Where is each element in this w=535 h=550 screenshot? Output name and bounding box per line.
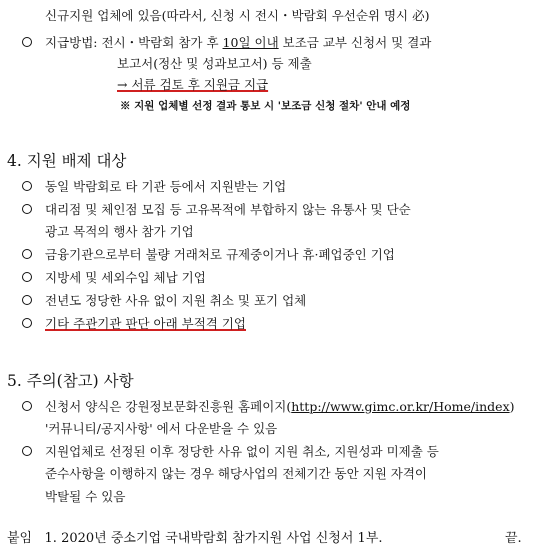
- notice-form-text: 신청서 양식은 강원정보문화진흥원 홈페이지(: [45, 399, 292, 414]
- payment-pre: 전시・박람회 참가 후: [101, 35, 219, 50]
- notice-item: 지원업체로 선정된 이후 정당한 사유 없이 지원 취소, 지원성과 미제출 등: [45, 444, 439, 459]
- circle-bullet-icon: [22, 204, 32, 214]
- circle-bullet-icon: [22, 318, 32, 328]
- payment-note: ※ 지원 업체별 선정 결과 통보 시 '보조금 신청 절차' 안내 예정: [120, 100, 411, 112]
- text-line: 신규지원 업체에 있음(따라서, 신청 시 전시・박람회 우선순위 명시 必): [45, 8, 430, 23]
- exclusion-item: 전년도 정당한 사유 없이 지원 취소 및 포기 업체: [45, 293, 307, 308]
- attachment-text: 1. 2020년 중소기업 국내박람회 참가지원 사업 신청서 1부.: [44, 531, 383, 546]
- section-4-heading: 4. 지원 배제 대상: [7, 152, 127, 170]
- attachment-line: [7, 527, 383, 546]
- payment-flow: → 서류 검토 후 지원금 지급: [117, 77, 269, 92]
- exclusion-item: 금융기관으로부터 불량 거래처로 규제중이거나 휴·폐업중인 기업: [45, 247, 395, 262]
- notice-item-continued: 준수사항을 이행하지 않는 경우 해당사업의 전체기간 동안 지원 자격이: [45, 466, 427, 481]
- exclusion-item: 기타 주관기관 판단 아래 부적격 기업: [45, 316, 246, 331]
- homepage-link[interactable]: http://www.gimc.or.kr/Home/index: [291, 399, 510, 414]
- exclusion-item-continued: 광고 목적의 행사 참가 기업: [45, 224, 194, 239]
- exclusion-item: 지방세 및 세외수입 체납 기업: [45, 270, 206, 285]
- circle-bullet-icon: [22, 37, 32, 47]
- notice-item-continued: 박탈될 수 있음: [45, 489, 126, 504]
- circle-bullet-icon: [22, 295, 32, 305]
- payment-line: [45, 33, 431, 51]
- exclusion-item: 동일 박람회로 타 기관 등에서 지원받는 기업: [45, 179, 287, 194]
- circle-bullet-icon: [22, 181, 32, 191]
- notice-item-continued: '커뮤니티/공지사항' 에서 다운받을 수 있음: [45, 421, 278, 436]
- attachment-label: 붙임: [7, 531, 33, 546]
- payment-post: 보조금 교부 신청서 및 결과: [282, 35, 432, 50]
- circle-bullet-icon: [22, 249, 32, 259]
- circle-bullet-icon: [22, 401, 32, 411]
- notice-item: [45, 397, 515, 415]
- section-5-heading: 5. 주의(참고) 사항: [7, 372, 134, 390]
- circle-bullet-icon: [22, 272, 32, 282]
- payment-deadline: 10일 이내: [222, 35, 279, 50]
- circle-bullet-icon: [22, 446, 32, 456]
- exclusion-item: 대리점 및 체인점 모집 등 고유목적에 부합하지 않는 유통사 및 단순: [45, 202, 411, 217]
- notice-form-close: ): [509, 399, 515, 414]
- attachment-end: 끝.: [505, 531, 522, 546]
- payment-label: 지급방법:: [45, 35, 98, 50]
- payment-line-2: 보고서(정산 및 성과보고서) 등 제출: [117, 56, 312, 71]
